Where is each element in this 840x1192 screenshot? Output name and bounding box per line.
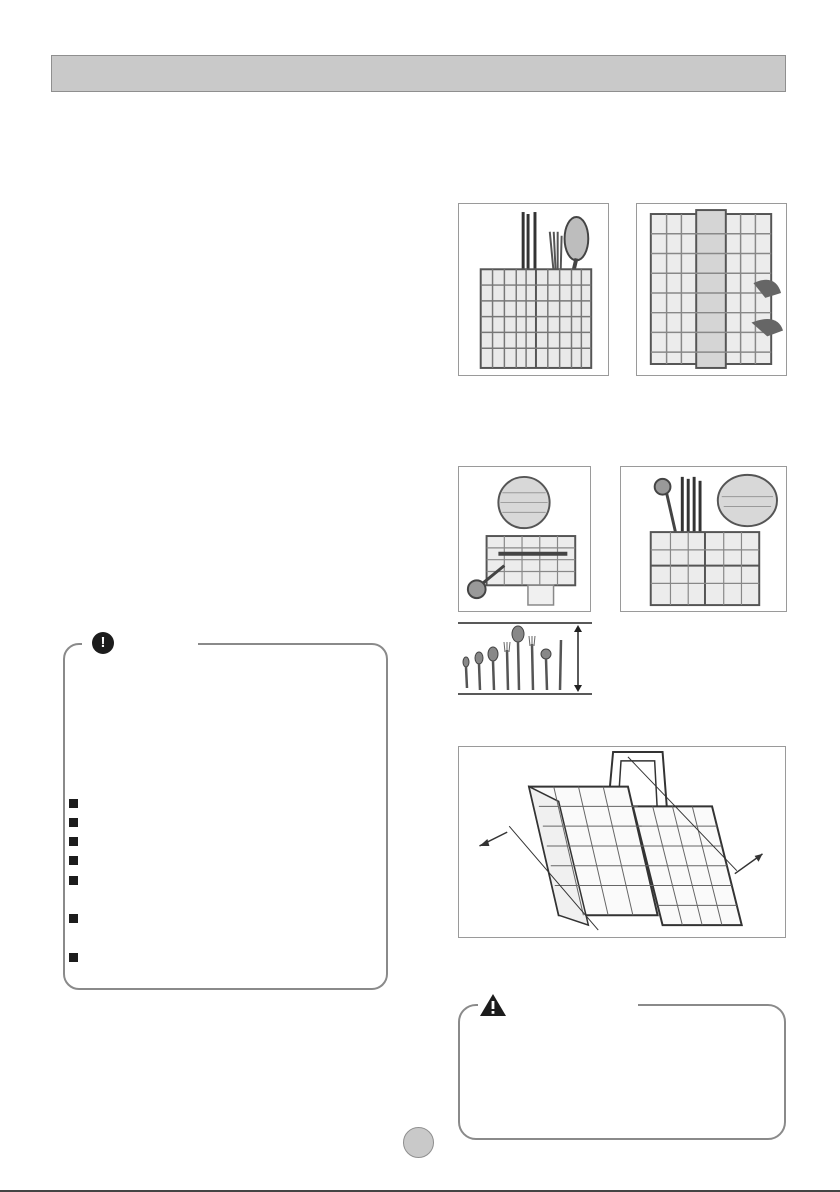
cutlery-basket-top-photo	[636, 203, 787, 376]
page-number-dot	[403, 1127, 434, 1158]
cutlery-basket-with-strainer-photo	[458, 466, 591, 612]
cutlery-basket-front-photo	[458, 203, 609, 376]
caution-box	[458, 1004, 786, 1140]
note-bullet-6	[69, 914, 78, 923]
note-bullet-7	[69, 953, 78, 962]
basket-separation-diagram	[458, 746, 786, 938]
note-bullet-5	[69, 876, 78, 885]
note-bullet-3	[69, 837, 78, 846]
important-note-box	[63, 643, 388, 990]
warning-triangle-icon	[479, 993, 507, 1017]
note-bullet-2	[69, 818, 78, 827]
note-bullet-1	[69, 799, 78, 808]
exclamation-circle-icon: !	[92, 632, 114, 654]
cutlery-height-diagram	[458, 622, 592, 696]
cutlery-basket-utensils-photo	[620, 466, 787, 612]
section-header-band	[51, 55, 786, 92]
note-bullet-4	[69, 856, 78, 865]
